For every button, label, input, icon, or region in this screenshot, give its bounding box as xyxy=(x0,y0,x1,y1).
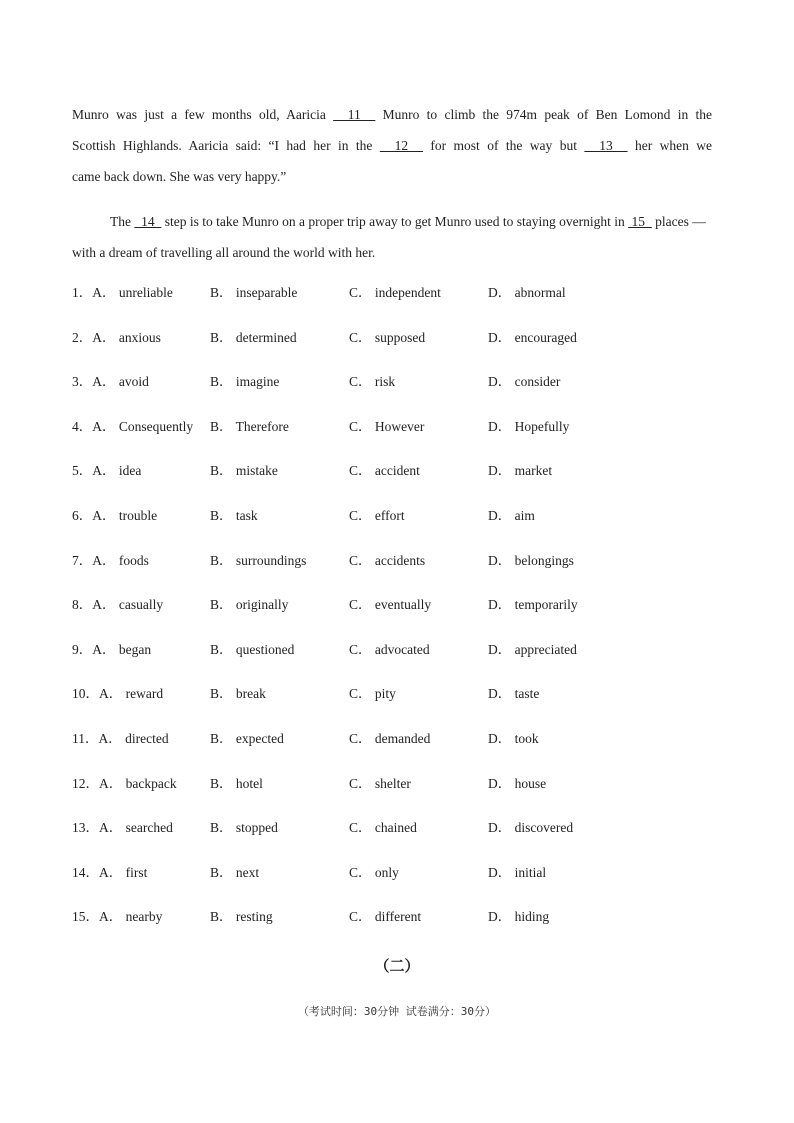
option-d: D． house xyxy=(488,775,547,791)
question-row xyxy=(72,727,722,772)
passage-paragraph-2: The 14 step is to take Munro on a proper trip away to get Munro used to staying overnight in 15 places — with a dream of travelling all around the world with her. xyxy=(72,214,706,260)
option-b: B． imagine xyxy=(210,374,280,390)
option-d: D． encouraged xyxy=(488,329,577,345)
option-b: B． hotel xyxy=(210,775,263,791)
blank-13: 13 xyxy=(584,138,628,153)
passage-line: Scottish Highlands. Aaricia said: “I had her in the 12 for most of the way but 13 her when we xyxy=(72,138,713,153)
blank-12: 12 xyxy=(379,138,423,153)
option-c: C． accident xyxy=(349,463,420,479)
question-options-list xyxy=(72,281,722,950)
option-c: C． pity xyxy=(349,686,396,702)
option-c: C． only xyxy=(349,864,399,880)
option-a: 5．A． idea xyxy=(72,463,142,479)
option-a: 6．A． trouble xyxy=(72,507,158,523)
question-row xyxy=(72,281,722,326)
option-c: C． different xyxy=(349,909,422,925)
question-row xyxy=(72,459,722,504)
option-d: D． hiding xyxy=(488,909,550,925)
blank-15: 15 xyxy=(628,214,652,229)
blank-11: 11 xyxy=(333,107,376,122)
option-a: 7．A． foods xyxy=(72,552,149,568)
question-row xyxy=(72,682,722,727)
option-d: D． belongings xyxy=(488,552,574,568)
option-c: C． effort xyxy=(349,507,405,523)
option-b: B． mistake xyxy=(210,463,278,479)
option-d: D． taste xyxy=(488,686,540,702)
question-number: 10． xyxy=(72,686,99,702)
option-c: C． chained xyxy=(349,820,417,836)
passage-line: came back down. She was very happy.” xyxy=(72,169,287,184)
blank-14: 14 xyxy=(134,214,162,229)
question-number: 11． xyxy=(72,730,99,746)
section-subtitle: （考试时间：30分钟 试卷满分：30分） xyxy=(297,1005,497,1018)
option-a: 10．A． reward xyxy=(72,686,164,702)
option-a: 1．A． unreliable xyxy=(72,285,173,300)
option-d: D． aim xyxy=(488,507,535,523)
option-a: 13．A． searched xyxy=(72,820,173,836)
question-row xyxy=(72,638,722,683)
option-c: C． advocated xyxy=(349,641,430,657)
question-number: 13． xyxy=(72,820,99,836)
question-number: 15． xyxy=(72,909,99,925)
option-c: C． independent xyxy=(349,285,441,300)
option-a: 14．A． first xyxy=(72,864,148,880)
option-b: B． expected xyxy=(210,730,284,746)
option-c: C． risk xyxy=(349,374,396,390)
option-c: C． accidents xyxy=(349,552,426,568)
question-row xyxy=(72,816,722,861)
option-c: C． demanded xyxy=(349,730,431,746)
question-number: 5． xyxy=(72,463,93,479)
section-title: （二） xyxy=(374,957,420,975)
passage-paragraph-1 xyxy=(72,99,712,192)
question-row xyxy=(72,415,722,460)
option-d: D． appreciated xyxy=(488,641,577,657)
question-row xyxy=(72,370,722,415)
option-b: B． surroundings xyxy=(210,552,307,568)
question-row xyxy=(72,504,722,549)
option-a: 12．A． backpack xyxy=(72,775,177,791)
option-a: 15．A． nearby xyxy=(72,909,163,925)
question-number: 4． xyxy=(72,418,93,434)
question-number: 9． xyxy=(72,641,93,657)
option-b: B． originally xyxy=(210,597,289,613)
option-d: D． took xyxy=(488,730,539,746)
option-c: C． supposed xyxy=(349,329,426,345)
question-row xyxy=(72,905,722,950)
option-a: 3．A． avoid xyxy=(72,374,149,390)
option-c: C． eventually xyxy=(349,597,432,613)
question-row xyxy=(72,549,722,594)
option-b: B． next xyxy=(210,864,260,880)
option-a: 4．A． Consequently xyxy=(72,418,194,434)
option-c: C． shelter xyxy=(349,775,411,791)
option-a: 11．A． directed xyxy=(72,730,169,746)
option-d: D． temporarily xyxy=(488,597,578,613)
option-a: 9．A． began xyxy=(72,641,152,657)
option-d: D． consider xyxy=(488,374,561,390)
option-a: 2．A． anxious xyxy=(72,329,161,345)
question-number: 1． xyxy=(72,285,93,300)
question-row xyxy=(72,326,722,371)
option-c: C． However xyxy=(349,418,425,434)
option-d: D． discovered xyxy=(488,820,574,836)
option-b: B． stopped xyxy=(210,820,278,836)
option-b: B． questioned xyxy=(210,641,295,657)
option-d: D． abnormal xyxy=(488,285,566,300)
question-number: 8． xyxy=(72,597,93,613)
question-number: 12． xyxy=(72,775,99,791)
passage-line: Munro was just a few months old, Aaricia 11 Munro to climb the 974m peak of Ben Lomond in the xyxy=(72,107,712,122)
question-row xyxy=(72,861,722,906)
option-d: D． initial xyxy=(488,864,547,880)
option-b: B． task xyxy=(210,507,258,523)
option-b: B． determined xyxy=(210,329,297,345)
question-number: 6． xyxy=(72,507,93,523)
question-number: 3． xyxy=(72,374,93,390)
option-b: B． Therefore xyxy=(210,418,289,434)
question-number: 14． xyxy=(72,864,99,880)
option-d: D． Hopefully xyxy=(488,418,570,434)
option-a: 8．A． casually xyxy=(72,597,164,613)
question-number: 7． xyxy=(72,552,93,568)
option-b: B． break xyxy=(210,686,266,702)
option-b: B． inseparable xyxy=(210,285,298,300)
question-number: 2． xyxy=(72,329,93,345)
question-row xyxy=(72,593,722,638)
option-d: D． market xyxy=(488,463,553,479)
question-row xyxy=(72,772,722,817)
option-b: B． resting xyxy=(210,909,273,925)
